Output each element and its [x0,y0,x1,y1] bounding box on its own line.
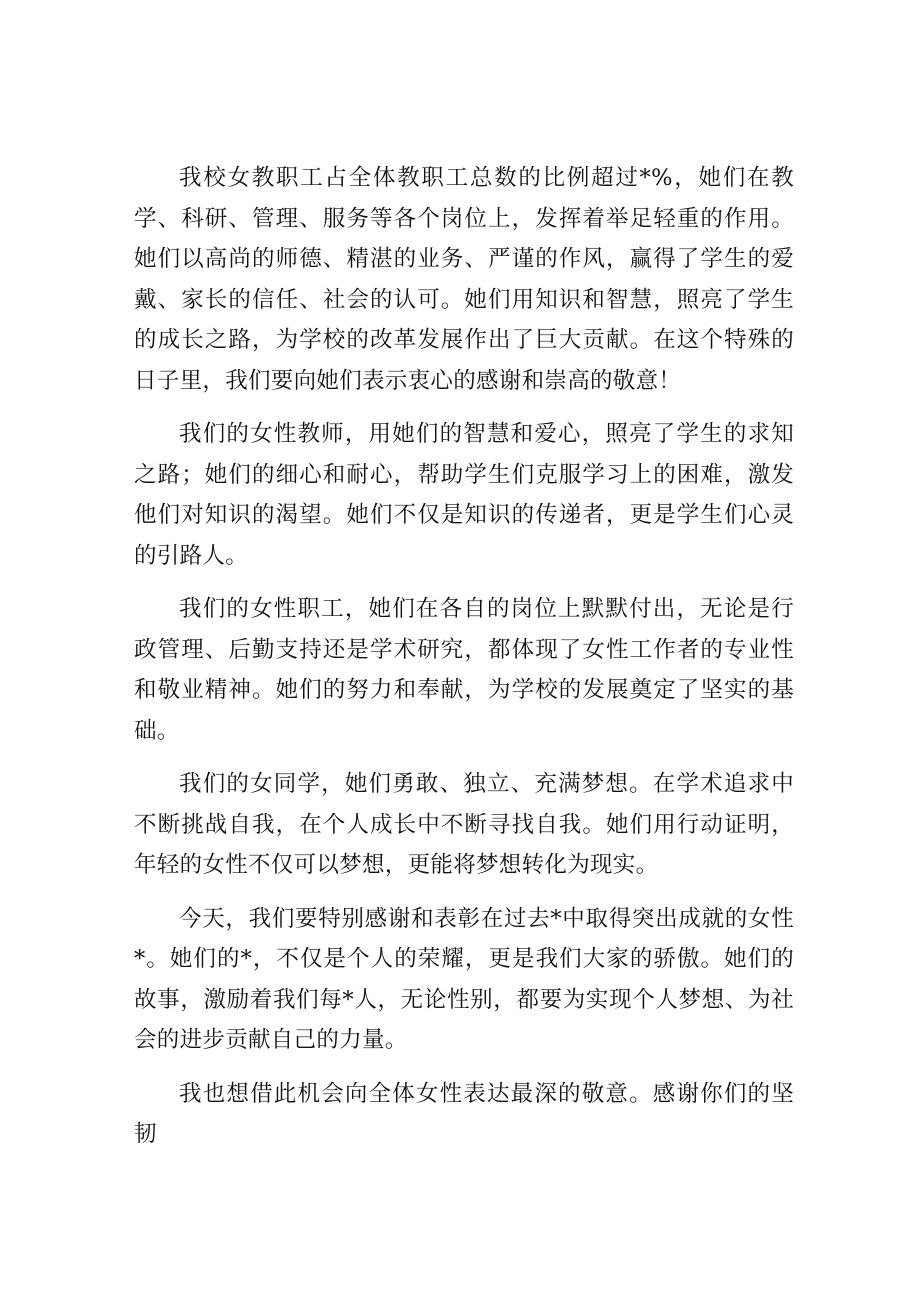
paragraph-5: 今天，我们要特别感谢和表彰在过去*中取得突出成就的女性*。她们的*，不仅是个人的荣耀，更是我们大家的骄傲。她们的故事，激励着我们每*人，无论性别，都要为实现个人梦想、为社会的进步贡献自己的力量。 [134,905,794,1053]
paragraph-2: 我们的女性教师，用她们的智慧和爱心，照亮了学生的求知之路；她们的细心和耐心，帮助学生们克服学习上的困难，激发他们对知识的渴望。她们不仅是知识的传递者，更是学生们心灵的引路人。 [134,421,794,569]
paragraph-4: 我们的女同学，她们勇敢、独立、充满梦想。在学术追求中不断挑战自我，在个人成长中不断寻找自我。她们用行动证明，年轻的女性不仅可以梦想，更能将梦想转化为现实。 [134,771,794,878]
paragraph-3: 我们的女性职工，她们在各自的岗位上默默付出，无论是行政管理、后勤支持还是学术研究，都体现了女性工作者的专业性和敬业精神。她们的努力和奉献，为学校的发展奠定了坚实的基础。 [134,596,794,744]
paragraph-6: 我也想借此机会向全体女性表达最深的敬意。感谢你们的坚韧 [134,1080,794,1147]
document-body [134,158,794,1168]
paragraph-1: 我校女教职工占全体教职工总数的比例超过*%，她们在教学、科研、管理、服务等各个岗位上，发挥着举足轻重的作用。她们以高尚的师德、精湛的业务、严谨的作风，赢得了学生的爱戴、家长的信任、社会的认可。她们用知识和智慧，照亮了学生的成长之路，为学校的改革发展作出了巨大贡献。在这个特殊的日子里，我们要向她们表示衷心的感谢和崇高的敬意！ [134,165,794,394]
